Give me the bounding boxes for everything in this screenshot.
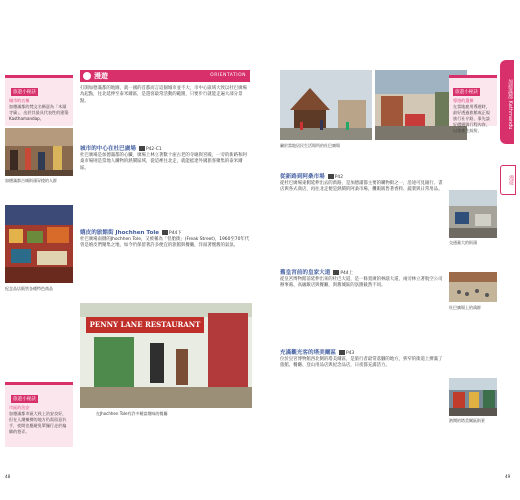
side-photo-pigeons: [449, 272, 497, 302]
sidebox-heading: 旅遊小秘訣: [455, 90, 478, 95]
sidebox-tip-guide: [449, 75, 497, 133]
page-number-left: 48: [5, 474, 11, 479]
map-page-ref: P44下: [162, 230, 182, 236]
side-photo-thamel: [449, 378, 497, 416]
side-photo-traffic: [449, 190, 497, 238]
page-number-right: 49: [505, 474, 511, 479]
map-page-ref: P42: [328, 174, 343, 180]
map-icon: [333, 270, 339, 275]
restaurant-sign: PENNY LANE RESTAURANT: [86, 317, 204, 333]
sidebox-heading: 旅遊小秘訣: [13, 397, 36, 402]
section-title-jhochhen: 嬉皮的旅館街 Jhochhen Tole P44下: [80, 230, 182, 236]
section-title-durbar: 城市的中心在杜巴廣場 P42-C1: [80, 146, 162, 152]
section-title-thamel: 充滿觀光客的塔美爾區 P43: [280, 350, 355, 356]
photo-caption: 屬於當地居民生活場所的杜巴廣場: [280, 143, 340, 148]
sidebox-title: 導遊的選擇: [453, 98, 474, 103]
photo-caption: 紀念品店販售各種特色商品: [5, 286, 53, 291]
photo-caption: 加德滿都古城街頭穿梭的人群: [5, 178, 57, 183]
souvenir-photo: [5, 205, 73, 283]
durbar-square-photo: [280, 70, 372, 140]
section-title-new-road: 從新路到阿桑市場 P42: [280, 174, 344, 180]
street-photo: [5, 128, 73, 176]
photo-caption: 杜巴廣場上的鴿群: [449, 305, 481, 310]
orientation-icon: [83, 72, 91, 80]
chapter-tab[interactable]: 加德滿都 Kathmandu: [500, 60, 514, 144]
restaurant-photo: [80, 303, 252, 408]
section-text-durbar: 杜巴廣場是加德滿都的心臟，廣場上林立著數十座古老的寺廟與宮殿，一旁的新路和阿桑市場則是當地人購物的熱鬧區域，從這裡往北走，就能抵達外國旅客聚集的泰米爾區。: [80, 153, 247, 171]
intro-text: 打開加德滿都的地圖，就一國的首都而言這個城市並不大，市中心區域大致以杜巴廣場為起點，往北延伸至泰米爾區，是遊客最常活動的範圍，只要步行就能走遍大部分景點。: [80, 86, 247, 104]
map-icon: [139, 146, 145, 151]
sidebox-tip-city-name: [5, 75, 73, 126]
map-page-ref: P42-C1: [139, 146, 162, 152]
photo-caption: 交通量大的街頭: [449, 240, 477, 245]
section-text-royal-avenue: 從皇宮博物館前延伸出來的杜巴大道，是一條寬廣的林蔭大道，兩旁林立著航空公司辦事處、高級飯店與餐廳，與舊城區的氛圍截然不同。: [280, 277, 443, 289]
sidebox-title: 市區的治安: [9, 405, 30, 410]
sidebox-text: 在當地雇用導遊時，最好透過旅館或正規旅行社介紹，事先談好價錢與行程內容，以免產生糾紛。: [453, 104, 490, 133]
map-icon: [339, 350, 345, 355]
section-text-thamel: 位於皇宮博物館西北側的塔美爾區，是旅行者最常落腳的地方，狹窄的街道上擠滿了旅館、餐廳、登山用品店與紀念品店，日夜都充滿活力。: [280, 357, 443, 369]
orientation-banner: [80, 70, 250, 82]
photo-caption: 熱鬧的塔美爾區街景: [449, 418, 485, 423]
map-icon: [162, 230, 168, 235]
map-icon: [328, 174, 334, 179]
banner-subtitle: ORIENTATION: [210, 73, 246, 78]
banner-title: 漫遊: [94, 72, 108, 80]
sidebox-title: 城市的名稱: [9, 98, 30, 103]
sidebox-text: 加德滿都的梵文名稱意為「木頭寺廟」，出於其最具代表性的建築Kasthamandap。: [9, 104, 69, 121]
map-page-ref: P43: [339, 350, 354, 356]
sidebox-heading: 旅遊小秘訣: [13, 90, 36, 95]
photo-caption: 在Jhochhen Tole有許多饒富趣味的餐廳: [96, 411, 168, 416]
section-title-royal-avenue: 舊皇宮前的皇家大道 P44上: [280, 270, 353, 276]
sidebox-text: 加德滿都市區大致上治安良好，但在人潮擁擠的地方仍需留意扒手，夜間也應避免單獨行走於偏僻的巷弄。: [9, 411, 67, 434]
sidebox-tip-safety: [5, 382, 73, 447]
map-page-ref: P44上: [333, 270, 353, 276]
section-text-new-road: 從杜巴廣場東側延伸出去的新路，是加德滿都主要的購物街之一，沿途可見銀行、書店與各式商店，再往北走便是熱鬧的阿桑市場，攤販販售著香料、蔬菜與日常用品。: [280, 181, 443, 193]
section-text-jhochhen: 杜巴廣場南側的Jhochhen Tole，又被稱為「怪胎街」(Freak Street)，1960至70年代曾是嬉皮們聚集之地，如今仍保留著許多便宜的旅館與餐廳，洋溢著懷舊的氣氛。: [80, 237, 250, 249]
chapter-subtab[interactable]: 漫遊: [500, 165, 516, 195]
